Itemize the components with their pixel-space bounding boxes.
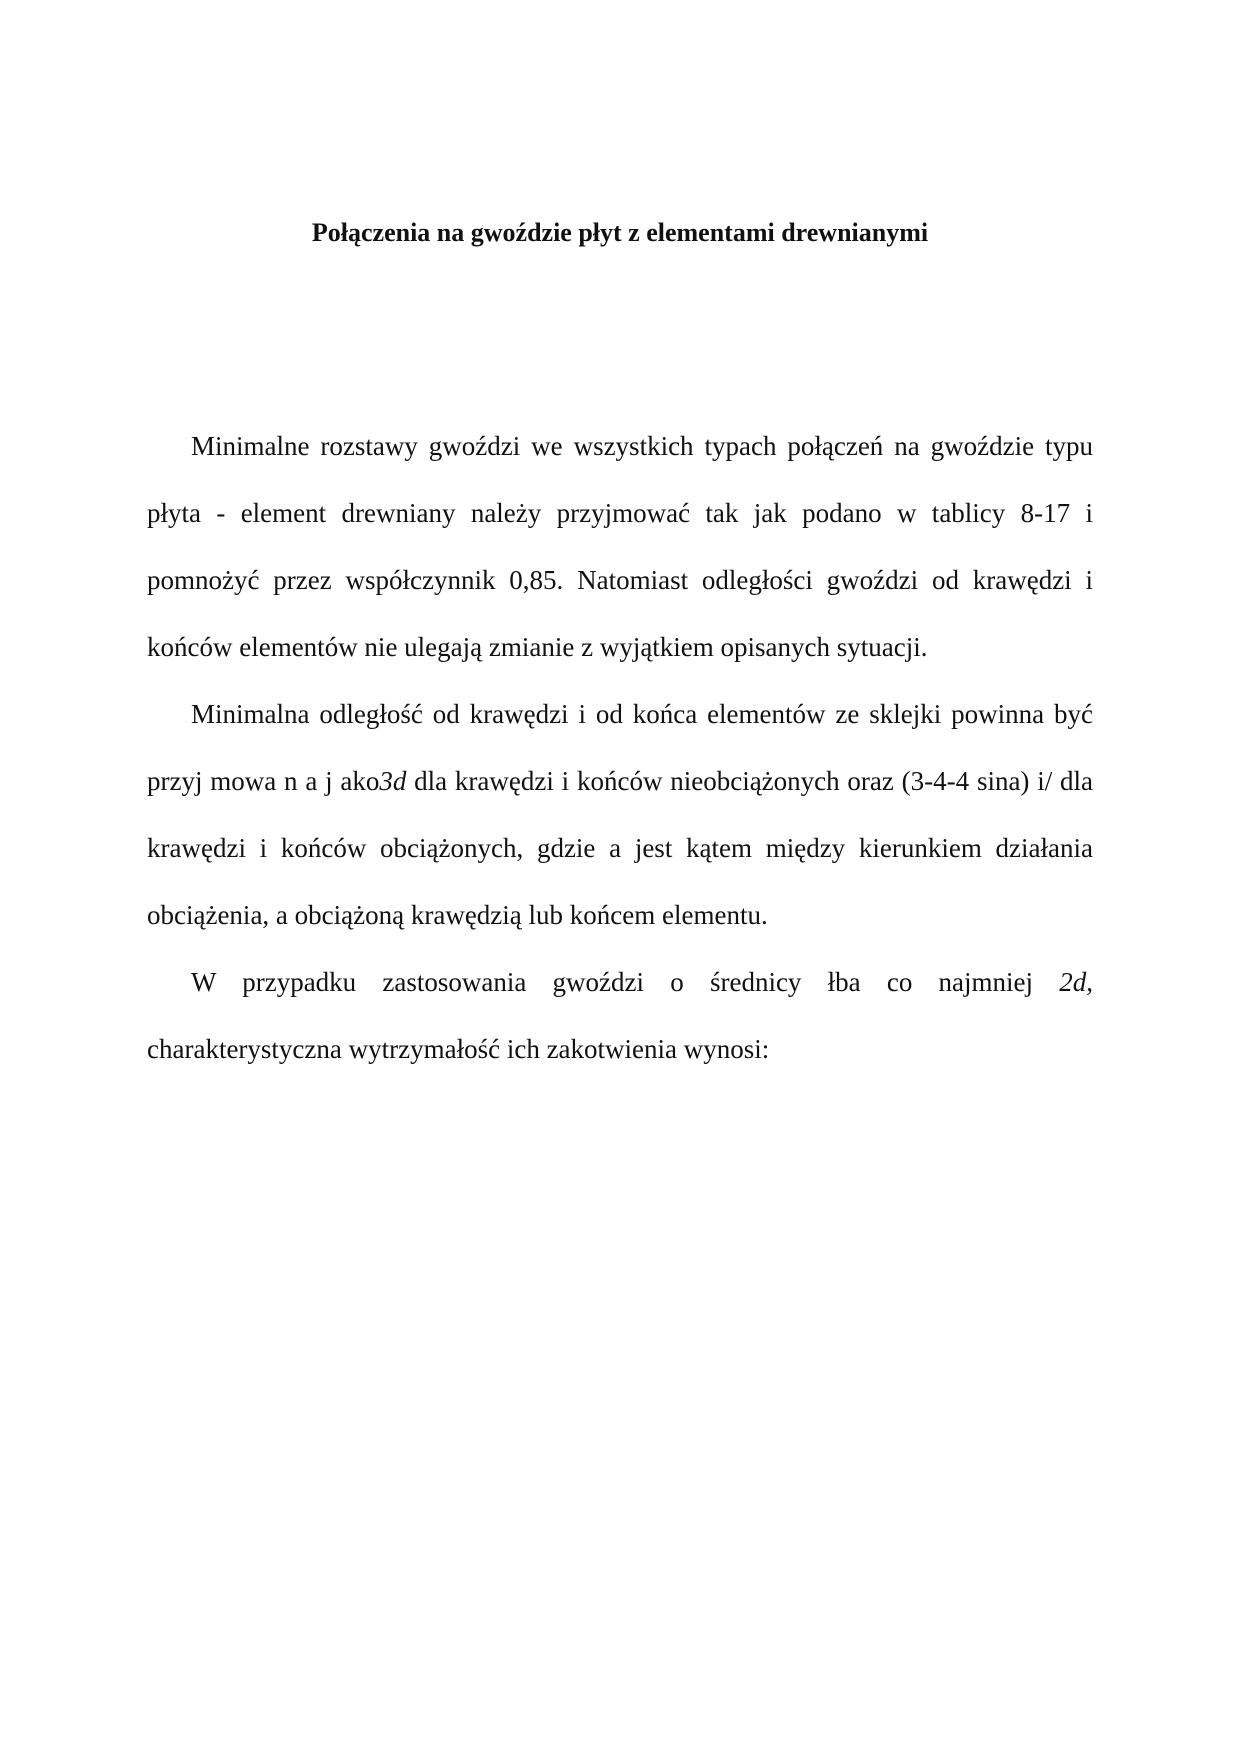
paragraph-text: Minimalne rozstawy gwoździ we wszystkich typach połączeń na gwoździe typu płyta - element drewniany należy przyjmować tak jak podano w tablicy 8-17 i pomnożyć przez współczynnik 0,85. Natomiast odległości gwoździ od krawędzi i końców elementów nie ulegają zmianie z wyjątkiem opisanych sytuacji.	[147, 431, 1093, 662]
paragraph-plywood-edge-distance	[147, 681, 1093, 949]
paragraph-anchorage-strength	[147, 949, 1093, 1083]
paragraph-text: W przypadku zastosowania gwoździ o średnicy łba co najmniej	[191, 967, 1060, 997]
formula-3d: 3d	[379, 766, 407, 796]
document-body	[147, 413, 1093, 1083]
formula-2d: 2d,	[1059, 967, 1093, 997]
paragraph-text: Minimalna odległość od krawędzi i od końca elementów ze sklejki powinna być przyj mowa n a j ako	[147, 699, 1093, 796]
paragraph-text: dla krawędzi i końców nieobciążonych oraz (3-4-4 sina) i/ dla krawędzi i końców obciążonych, gdzie a jest kątem między kierunkiem działania obciążenia, a obciążoną krawędzią lub końcem elementu.	[147, 766, 1093, 930]
document-title: Połączenia na gwoździe płyt z elementami drewnianymi	[311, 218, 929, 247]
paragraph-text: charakterystyczna wytrzymałość ich zakotwienia wynosi:	[147, 1034, 770, 1064]
paragraph-nail-spacing	[147, 413, 1093, 681]
